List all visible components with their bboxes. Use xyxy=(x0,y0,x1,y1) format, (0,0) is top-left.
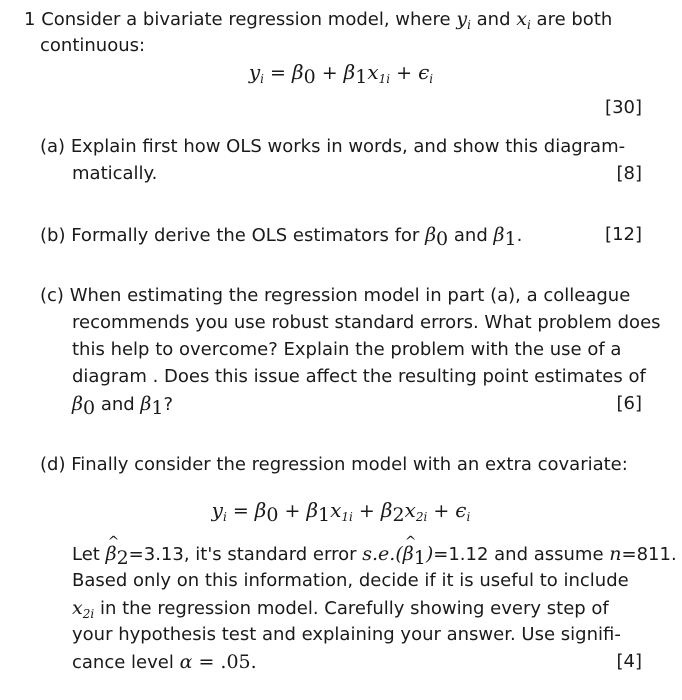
part-d-line5: your hypothesis test and explaining your answer. Use signifi- xyxy=(72,624,621,645)
part-d-marks: [4] xyxy=(616,651,642,672)
part-c-line2: recommends you use robust standard errors. What problem does xyxy=(72,312,661,333)
part-c-marks: [6] xyxy=(616,393,642,414)
part-c-line1: (c) When estimating the regression model in part (a), a colleague xyxy=(40,285,631,306)
part-a-line2: matically. xyxy=(72,163,158,184)
part-a-label: (a) xyxy=(40,136,66,157)
part-b-marks: [12] xyxy=(605,224,642,245)
part-c-line3: this help to overcome? Explain the problem with the use of a xyxy=(72,339,622,360)
question-intro-line2: continuous: xyxy=(40,35,146,56)
part-d-line3: Based only on this information, decide if it is useful to include xyxy=(72,570,629,591)
question-intro-line1 xyxy=(24,6,612,33)
question-number: 1 xyxy=(24,9,36,30)
part-d-label: (d) xyxy=(40,454,66,475)
part-c-line5: $\beta_0$ and $\beta_1$? xyxy=(72,393,174,419)
part-d-line4: $x_{2i}$ in the regression model. Carefully showing every step of xyxy=(72,597,609,621)
intro-and: and xyxy=(476,9,511,30)
part-d-line1: (d) Finally consider the regression model with an extra covariate: xyxy=(40,454,628,475)
var-y: $y_i$ xyxy=(456,8,471,32)
part-c-label: (c) xyxy=(40,285,64,306)
part-b-label: (b) xyxy=(40,225,66,246)
equation-multivariate: $y_i = \beta_0 + \beta_1x_{1i} + \beta_2x_{2i} + \epsilon_i$ xyxy=(211,498,471,526)
part-b-line: (b) Formally derive the OLS estimators for $\beta_0$ and $\beta_1$. xyxy=(40,224,523,250)
question-intro-text: Consider a bivariate regression model, where xyxy=(41,9,451,30)
total-marks: [30] xyxy=(605,97,642,118)
part-c-line4: diagram . Does this issue affect the resulting point estimates of xyxy=(72,366,646,387)
var-x: $x_i$ xyxy=(516,8,531,32)
part-a-marks: [8] xyxy=(616,163,642,184)
part-d-line6: cance level α = .05. xyxy=(72,651,257,673)
equation-bivariate: $y_i = \beta_0 + \beta_1x_{1i} + \epsilon_i$ xyxy=(248,60,434,88)
part-a-line1: (a) Explain first how OLS works in words, and show this diagram- xyxy=(40,136,626,157)
intro-tail: are both xyxy=(536,9,613,30)
part-d-line2: Let ^ $\beta_2=3.13$, it's standard error s.e.(^ $\beta_1)=1.12$ and assume n=811. xyxy=(72,541,677,568)
